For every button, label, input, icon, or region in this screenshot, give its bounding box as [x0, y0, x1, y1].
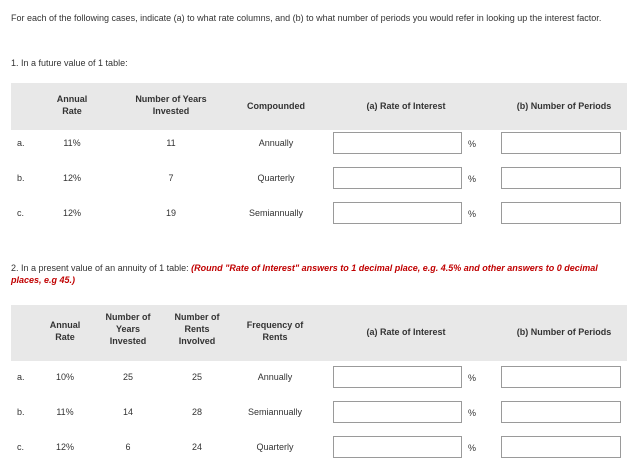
years-cell: 14 — [122, 407, 133, 417]
row-letter: a. — [17, 138, 25, 148]
rounding-instruction: (Round "Rate of Interest" answers to 1 decimal place, e.g. 4.5% and other answers to 0 decimal places, e.g 45.) — [11, 263, 598, 285]
percent-sign: % — [468, 443, 477, 453]
rate-of-interest-input[interactable] — [333, 167, 462, 189]
years-cell: 19 — [165, 208, 176, 218]
header-rate-of-interest: (a) Rate of Interest — [366, 101, 446, 111]
rate-of-interest-input[interactable] — [333, 436, 462, 458]
percent-sign: % — [468, 408, 477, 418]
years-cell: 11 — [166, 138, 176, 148]
rate-of-interest-input[interactable] — [333, 401, 462, 423]
header-years-invested: Number of Years Invested — [135, 94, 207, 116]
part1-table-header — [11, 83, 627, 130]
annual-rate-cell: 12% — [62, 173, 81, 183]
row-letter: b. — [17, 407, 25, 417]
percent-sign: % — [468, 139, 477, 149]
percent-sign: % — [468, 174, 477, 184]
compounded-cell: Annually — [258, 138, 294, 148]
header-annual-rate: Annual Rate — [56, 94, 88, 116]
header-years-invested: Number of Years Invested — [105, 312, 151, 346]
part2-table-header — [11, 305, 627, 361]
percent-sign: % — [468, 373, 477, 383]
annual-rate-cell: 10% — [55, 372, 74, 382]
row-letter: c. — [17, 208, 25, 218]
years-cell: 25 — [122, 372, 133, 382]
row-letter: c. — [17, 442, 25, 452]
rate-of-interest-input[interactable] — [333, 132, 462, 154]
compounded-cell: Quarterly — [257, 173, 295, 183]
rate-of-interest-input[interactable] — [333, 202, 462, 224]
years-cell: 7 — [168, 173, 174, 183]
annual-rate-cell: 11% — [63, 138, 81, 148]
annual-rate-cell: 12% — [55, 442, 74, 452]
header-number-of-periods: (b) Number of Periods — [516, 101, 612, 111]
part2-label-text: 2. In a present value of an annuity of 1 table: — [11, 263, 189, 273]
header-annual-rate: Annual Rate — [49, 320, 81, 342]
annual-rate-cell: 12% — [62, 208, 81, 218]
rents-cell: 25 — [191, 372, 202, 382]
rents-cell: 28 — [191, 407, 202, 417]
part2-label — [11, 262, 627, 286]
row-letter: b. — [17, 173, 25, 183]
frequency-cell: Quarterly — [256, 442, 294, 452]
instructions-text: For each of the following cases, indicate (a) to what rate columns, and (b) to what number of periods you would refer in looking up the interest factor. — [11, 13, 602, 23]
compounded-cell: Semiannually — [248, 208, 304, 218]
annual-rate-cell: 11% — [56, 407, 74, 417]
number-of-periods-input[interactable] — [501, 401, 621, 423]
header-rate-of-interest: (a) Rate of Interest — [366, 327, 446, 337]
years-cell: 6 — [125, 442, 131, 452]
percent-sign: % — [468, 209, 477, 219]
header-rents-involved: Number of Rents Involved — [174, 312, 220, 346]
row-letter: a. — [17, 372, 25, 382]
header-number-of-periods: (b) Number of Periods — [516, 327, 612, 337]
header-compounded: Compounded — [247, 101, 305, 111]
frequency-cell: Semiannually — [247, 407, 303, 417]
part1-label: 1. In a future value of 1 table: — [11, 58, 128, 68]
header-frequency-of-rents: Frequency of Rents — [246, 320, 304, 342]
number-of-periods-input[interactable] — [501, 366, 621, 388]
number-of-periods-input[interactable] — [501, 436, 621, 458]
number-of-periods-input[interactable] — [501, 167, 621, 189]
rate-of-interest-input[interactable] — [333, 366, 462, 388]
number-of-periods-input[interactable] — [501, 132, 621, 154]
frequency-cell: Annually — [257, 372, 293, 382]
rents-cell: 24 — [191, 442, 202, 452]
number-of-periods-input[interactable] — [501, 202, 621, 224]
